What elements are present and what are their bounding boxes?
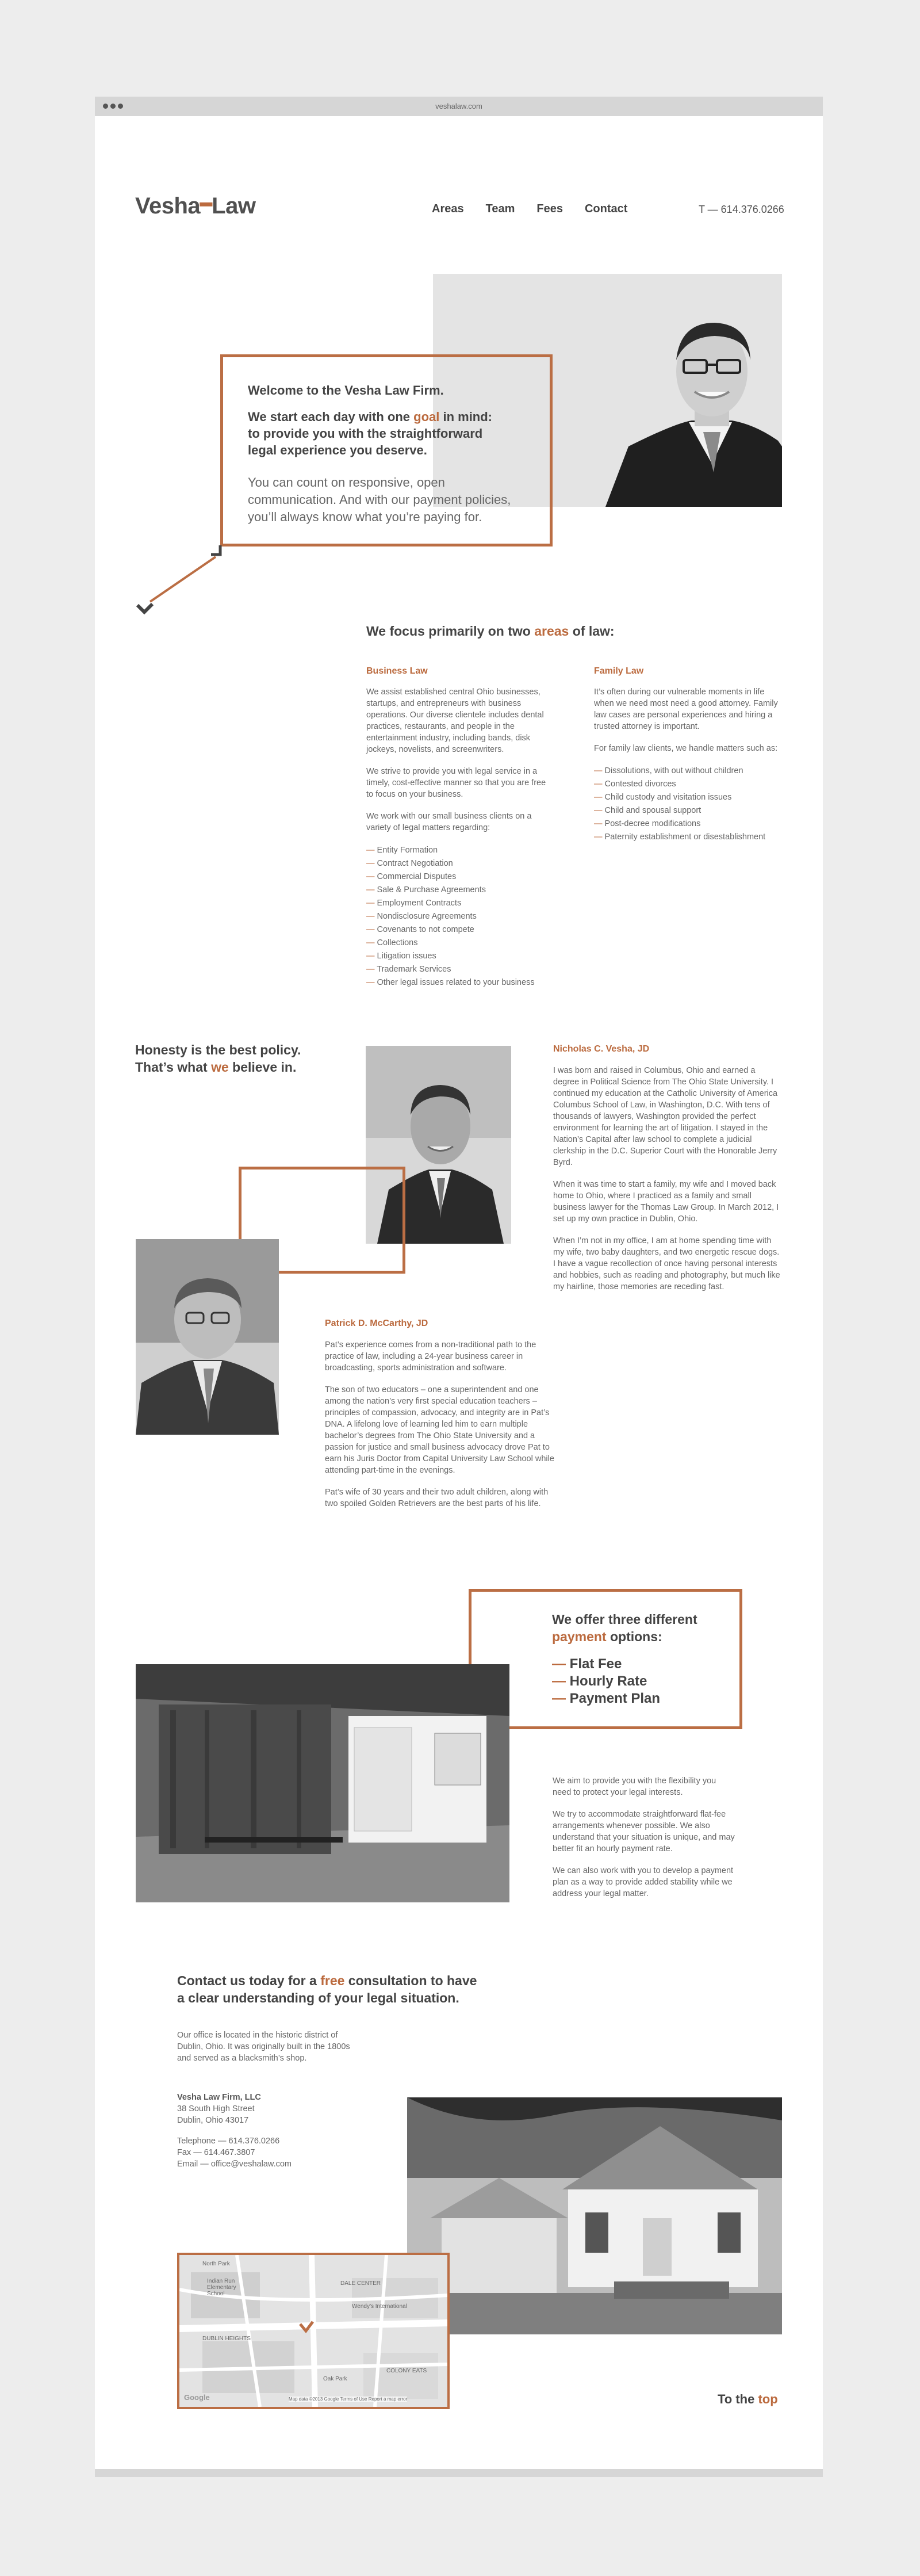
office-map[interactable]	[179, 2255, 447, 2407]
link-top: top	[758, 2392, 778, 2406]
business-law-list	[366, 844, 549, 989]
heading-text: consultation to have	[344, 1973, 477, 1988]
heading-free: free	[320, 1973, 345, 1988]
fax-number: Fax — 614.467.3807	[177, 2148, 255, 2157]
contact-details	[177, 2092, 292, 2170]
heading-areas: areas	[534, 624, 569, 639]
family-law-paragraph: For family law clients, we handle matters such as:	[594, 744, 778, 753]
address-bar[interactable]: veshalaw.com	[435, 102, 482, 110]
nicholas-name: Nicholas C. Vesha, JD	[553, 1044, 650, 1054]
payment-option: — Payment Plan	[552, 1691, 661, 1706]
business-law-title: Business Law	[366, 666, 428, 676]
logo-text: Law	[212, 193, 256, 219]
office-interior-photo	[136, 1664, 509, 1902]
fees-paragraph: We aim to provide you with the flexibility you need to protect your legal interests.	[553, 1776, 716, 1797]
web-page	[95, 116, 823, 2469]
list-item: — Litigation issues	[366, 950, 549, 963]
site-logo[interactable]	[135, 193, 255, 219]
patrick-name: Patrick D. McCarthy, JD	[325, 1318, 428, 1328]
bio-paragraph: The son of two educators – one a superintendent and one among the nation’s very first special education teachers – principles of compassion, advocacy, and integrity are in Pat’s DNA. A lifelong love of learning led him to earn multiple bachelor’s degrees from The Ohio State University and a passion for justice and small business advocacy drove Pat to earn his Juris Doctor from Capital University Law School while attending part-time in the evenings.	[325, 1385, 554, 1475]
team-heading	[135, 1041, 301, 1076]
office-history: Our office is located in the historic district of Dublin, Ohio. It was originally built in the 1800s and served as a blacksmith’s shop.	[177, 2031, 350, 2063]
bio-paragraph: I was born and raised in Columbus, Ohio and earned a degree in Political Science from The Ohio State University. I continued my education at the Catholic University of America Columbus School of Law, in Washington, D.C. With tens of thousands of lawyers, Washington provided the perfect environment for learning the art of litigation. I stayed in the Nation’s Capital after law school to complete a judicial clerkship in the D.C. Superior Court with the Honorable Jerry Byrd.	[553, 1066, 778, 1167]
fees-title	[552, 1611, 736, 1645]
map-label: North Park	[202, 2261, 230, 2267]
business-law-paragraph: We work with our small business clients on a variety of legal matters regarding:	[366, 812, 532, 832]
bio-paragraph: When it was time to start a family, my wife and I moved back home to Ohio, where I practiced as a family and small business lawyer for the Thomas Law Group. In March 2012, I set up my own practice in Dublin, Ohio.	[553, 1180, 779, 1224]
bio-paragraph: Pat’s wife of 30 years and their two adult children, along with two spoiled Golden Retrievers are the best parts of his life.	[325, 1488, 549, 1508]
payment-option: — Hourly Rate	[552, 1673, 647, 1689]
logo-dash: ━	[200, 194, 212, 216]
business-law-paragraph: We strive to provide you with legal service in a timely, cost-effective manner so that you are free to focus on your business.	[366, 767, 546, 799]
map-attribution[interactable]: Map data ©2013 Google Terms of Use Report a map error	[289, 2397, 408, 2402]
browser-chrome	[95, 97, 823, 116]
heading-text: a clear understanding of your legal situation.	[177, 1990, 459, 2005]
heading-text: We offer three different	[552, 1612, 697, 1627]
header-phone[interactable]: T — 614.376.0266	[699, 204, 784, 215]
payment-options	[552, 1656, 736, 1707]
map-label: Oak Park	[323, 2376, 347, 2382]
map-label: COLONY EATS	[386, 2368, 427, 2374]
heading-we: we	[211, 1060, 229, 1075]
fees-paragraph: We try to accommodate straightforward flat-fee arrangements whenever possible. We also understand that your situation is unique, and may better fit an hourly payment rate.	[553, 1810, 735, 1853]
google-logo[interactable]: Google	[184, 2393, 210, 2402]
hero-body-line: communication. And with our payment policies,	[248, 492, 511, 507]
list-item: — Covenants to not compete	[366, 923, 549, 937]
heading-text: Contact us today for a	[177, 1973, 321, 1988]
list-item: — Entity Formation	[366, 844, 549, 857]
list-item: — Nondisclosure Agreements	[366, 910, 549, 923]
list-item: — Collections	[366, 937, 549, 950]
family-law-title: Family Law	[594, 666, 644, 676]
list-item: — Post-decree modifications	[594, 817, 784, 831]
street-address: 38 South High Street	[177, 2104, 255, 2113]
photo-patrick	[136, 1239, 279, 1435]
main-nav	[432, 202, 627, 216]
payment-option: — Flat Fee	[552, 1656, 622, 1672]
telephone-link[interactable]: Telephone — 614.376.0266	[177, 2137, 280, 2146]
business-law-column	[366, 666, 549, 989]
list-item: — Contract Negotiation	[366, 857, 549, 870]
tagline-text: We start each day with one	[248, 410, 414, 424]
bio-paragraph: Pat’s experience comes from a non-traditional path to the practice of law, including a 24-year business career in broadcasting, sports administration and software.	[325, 1340, 536, 1373]
list-item: — Other legal issues related to your business	[366, 976, 549, 989]
list-item: — Paternity establishment or disestablishment	[594, 831, 784, 844]
list-item: — Child custody and visitation issues	[594, 791, 784, 804]
map-label: Indian Run Elementary School	[207, 2278, 236, 2297]
fees-body	[553, 1775, 737, 1899]
business-law-paragraph: We assist established central Ohio businesses, startups, and entrepreneurs with business operations. Our diverse clientele includes dental practices, restaurants, and people in the entertainment industry, including bands, disk jockeys, novelists, and screenwriters.	[366, 687, 544, 754]
heading-text: believe in.	[228, 1060, 297, 1075]
nav-contact[interactable]: Contact	[584, 202, 628, 215]
heading-payment: payment	[552, 1629, 607, 1644]
fees-paragraph: We can also work with you to develop a payment plan as a way to provide added stability while we address your legal matter.	[553, 1866, 734, 1898]
tagline-text: to provide you with the straightforward	[248, 426, 483, 441]
link-text: To the	[718, 2392, 758, 2406]
fees-heading	[552, 1611, 736, 1707]
email-link[interactable]: Email — office@veshalaw.com	[177, 2160, 292, 2169]
heading-text: of law:	[569, 624, 615, 639]
patrick-bio	[325, 1318, 555, 1509]
family-law-column	[594, 666, 784, 844]
contact-heading	[177, 1972, 477, 2006]
list-item: — Trademark Services	[366, 963, 549, 976]
list-item: — Sale & Purchase Agreements	[366, 884, 549, 897]
bio-paragraph: When I’m not in my office, I am at home spending time with my wife, two baby daughters, and two energetic rescue dogs. I have a vague recollection of once having personal interests and hobbies, such as reading and photography, but much like my hairline, those memories are receding fast.	[553, 1236, 780, 1291]
hero-card	[220, 354, 553, 546]
tagline-text: in mind:	[439, 410, 493, 424]
family-law-list	[594, 765, 784, 844]
hero-body	[248, 474, 511, 526]
page-bottom-bar	[95, 2469, 823, 2477]
scroll-down-arrow-icon[interactable]	[135, 544, 227, 619]
nav-areas[interactable]: Areas	[432, 202, 464, 215]
hero-body-line: you’ll always know what you’re paying for.	[248, 510, 482, 524]
office-exterior-photo	[407, 2097, 782, 2334]
nicholas-bio	[553, 1044, 783, 1293]
family-law-paragraph: It’s often during our vulnerable moments in life when we need most need a good attorney. Family law cases are personal experiences and hiring a trusted attorney is important.	[594, 687, 778, 731]
areas-heading	[366, 622, 615, 640]
tagline-text: legal experience you deserve.	[248, 443, 427, 457]
nav-team[interactable]: Team	[485, 202, 515, 215]
heading-text: We focus primarily on two	[366, 624, 535, 639]
to-the-top-link[interactable]	[718, 2392, 778, 2407]
nav-fees[interactable]: Fees	[536, 202, 563, 215]
firm-name: Vesha Law Firm, LLC	[177, 2093, 261, 2102]
heading-text: That’s what	[135, 1060, 212, 1075]
list-item: — Commercial Disputes	[366, 870, 549, 884]
tagline-goal: goal	[413, 410, 440, 424]
city-address: Dublin, Ohio 43017	[177, 2116, 249, 2125]
list-item: — Contested divorces	[594, 778, 784, 791]
hero-tagline	[248, 408, 547, 458]
heading-text: options:	[606, 1629, 662, 1644]
map-label: Wendy’s International	[352, 2303, 407, 2310]
list-item: — Dissolutions, with out without children	[594, 765, 784, 778]
map-label: DUBLIN HEIGHTS	[202, 2336, 251, 2342]
list-item: — Employment Contracts	[366, 897, 549, 910]
map-label: DALE CENTER	[340, 2280, 381, 2287]
logo-text: Vesha	[135, 193, 201, 219]
heading-text: Honesty is the best policy.	[135, 1042, 301, 1057]
hero-body-line: You can count on responsive, open	[248, 475, 445, 490]
hero-welcome: Welcome to the Vesha Law Firm.	[248, 383, 444, 398]
list-item: — Child and spousal support	[594, 804, 784, 817]
